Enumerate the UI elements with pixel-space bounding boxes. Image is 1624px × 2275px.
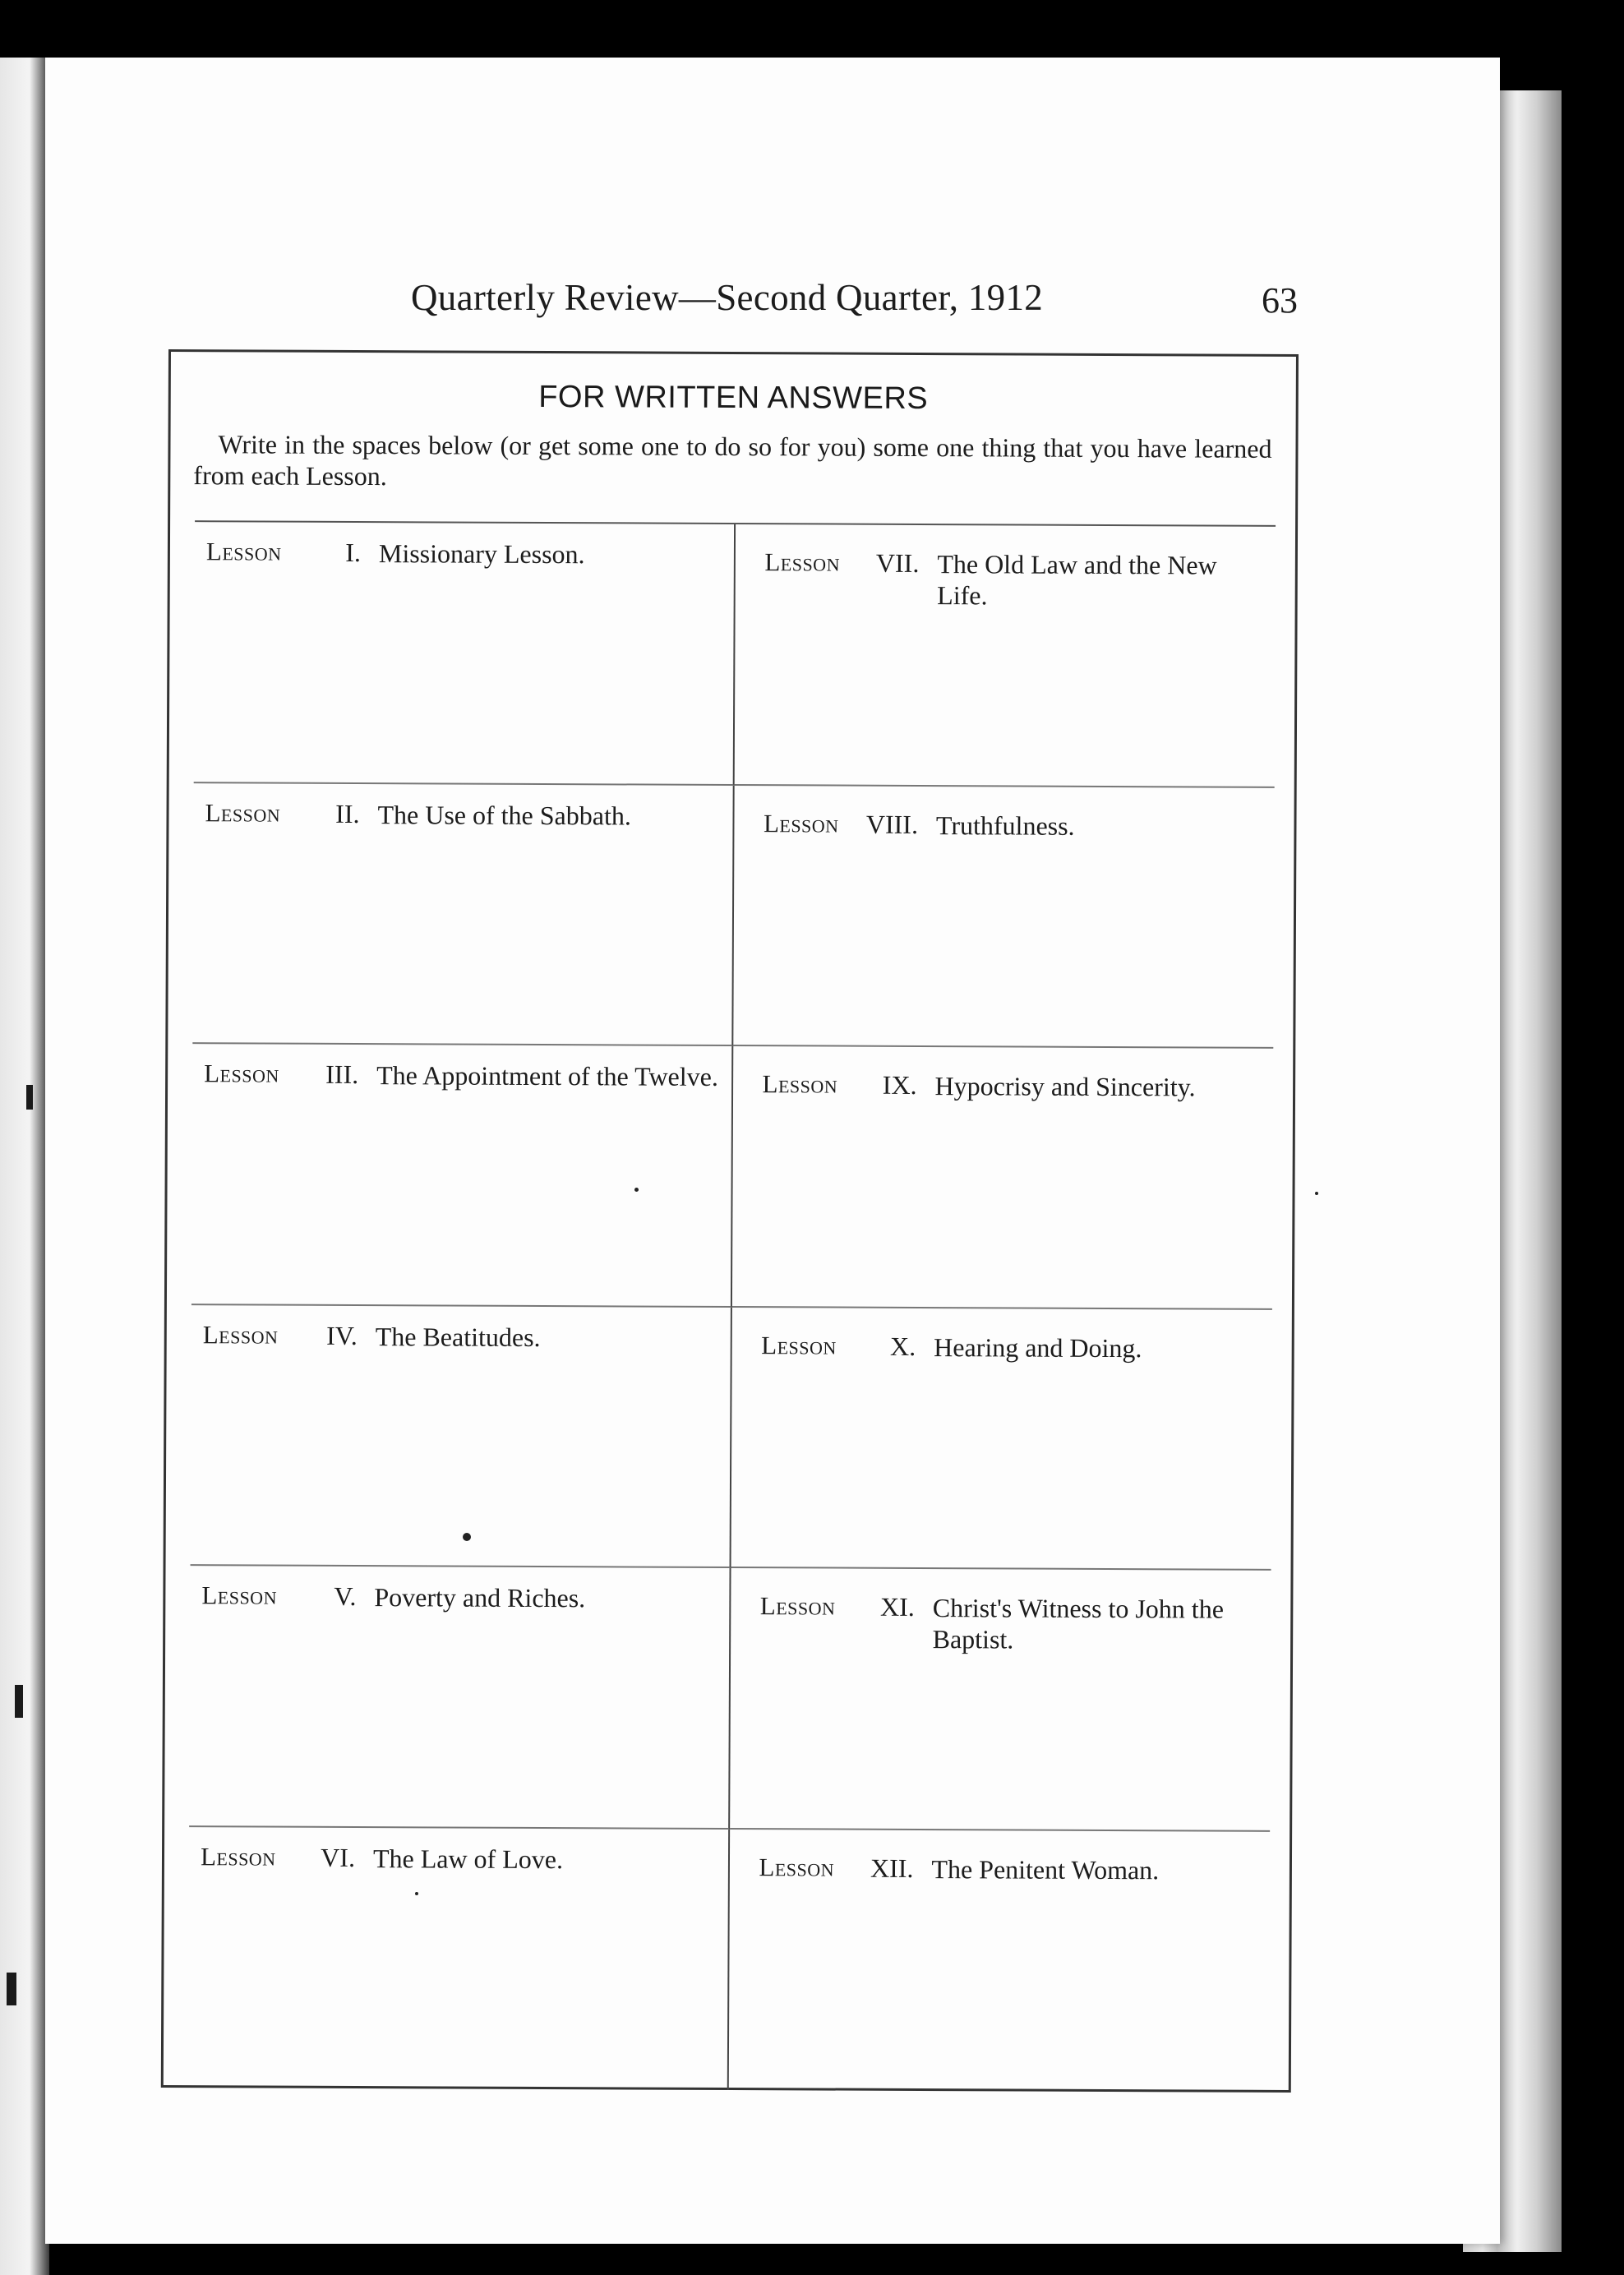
lesson-cell[interactable] (731, 1046, 1273, 1309)
lesson-cell[interactable] (728, 1829, 1270, 2092)
lesson-title: Hearing and Doing. (934, 1331, 1142, 1363)
lesson-cell[interactable] (731, 1308, 1272, 1571)
lesson-word: Lesson (761, 1330, 837, 1360)
ink-speck (634, 1188, 639, 1192)
lesson-title: The Beatitudes. (375, 1321, 541, 1352)
lesson-word: Lesson (200, 1841, 276, 1871)
lesson-cell[interactable] (730, 1568, 1271, 1831)
lesson-label (201, 1581, 717, 1614)
lesson-title: The Law of Love. (372, 1843, 564, 1874)
lesson-number: XII. (870, 1853, 914, 1883)
lesson-label (206, 537, 722, 570)
lesson-cell[interactable] (191, 1044, 733, 1307)
lesson-title: Poverty and Riches. (374, 1582, 586, 1613)
lesson-label (759, 1853, 1258, 1886)
ink-speck (1315, 1192, 1318, 1195)
answer-form-frame (161, 349, 1299, 2093)
lesson-label (201, 1842, 717, 1876)
lesson-word: Lesson (205, 537, 282, 566)
lesson-title: Truthfulness. (935, 810, 1075, 841)
binding-mark (26, 1085, 33, 1110)
lesson-number: X. (890, 1331, 916, 1361)
lesson-word: Lesson (763, 808, 839, 838)
lesson-word: Lesson (205, 797, 281, 828)
lesson-word: Lesson (764, 547, 841, 577)
lesson-title: Christ's Witness to John the Baptist. (932, 1593, 1225, 1654)
lesson-label (761, 1331, 1261, 1364)
lesson-cell[interactable] (194, 522, 736, 785)
lesson-grid (188, 520, 1276, 2093)
lesson-number: IX. (882, 1069, 917, 1100)
running-title: Quarterly Review—Second Quarter, 1912 (411, 277, 1044, 318)
lesson-number: XI. (879, 1591, 915, 1622)
lesson-title: The Penitent Woman. (931, 1853, 1160, 1885)
lesson-label (764, 547, 1264, 612)
lesson-label (763, 1069, 1262, 1103)
lesson-word: Lesson (201, 1581, 278, 1610)
lesson-cell[interactable] (189, 1566, 731, 1829)
lesson-word: Lesson (759, 1591, 836, 1621)
lesson-label (760, 1591, 1260, 1656)
lesson-title: Missionary Lesson. (378, 538, 585, 570)
lesson-word: Lesson (759, 1852, 835, 1882)
lesson-cell[interactable] (191, 1305, 732, 1568)
lesson-label (203, 1320, 719, 1354)
form-instructions: Write in the spaces below (or get some one to do so for you) some one thing that you have learned from each Lesson. (193, 429, 1272, 491)
lesson-number: VII. (875, 547, 920, 578)
binding-mark (7, 1973, 16, 2005)
lesson-cell[interactable] (733, 786, 1275, 1049)
lesson-label (764, 809, 1263, 842)
binding-mark (15, 1685, 23, 1718)
form-heading: FOR WRITTEN ANSWERS (538, 379, 929, 417)
lesson-number: I. (345, 537, 362, 568)
lesson-title: The Appointment of the Twelve. (376, 1060, 718, 1091)
lesson-word: Lesson (204, 1059, 279, 1088)
lesson-number: V. (334, 1581, 357, 1612)
lesson-cell[interactable] (192, 783, 734, 1046)
lesson-number: IV. (326, 1320, 358, 1350)
lesson-number: II. (335, 798, 360, 828)
lesson-label (205, 798, 721, 832)
running-head (0, 271, 1624, 337)
ink-speck (415, 1892, 418, 1895)
lesson-number: III. (325, 1059, 359, 1090)
lesson-word: Lesson (762, 1069, 838, 1099)
lesson-cell[interactable] (734, 524, 1276, 787)
lesson-title: The Old Law and the New Life. (937, 549, 1217, 611)
lesson-title: Hypocrisy and Sincerity. (934, 1071, 1196, 1102)
lesson-number: VI. (321, 1842, 356, 1872)
lesson-number: VIII. (865, 809, 919, 839)
lesson-label (204, 1059, 720, 1092)
page-number: 63 (1262, 280, 1298, 321)
lesson-title: The Use of the Sabbath. (377, 799, 631, 830)
lesson-cell[interactable] (188, 1827, 730, 2090)
facing-page-edge (0, 58, 49, 2275)
lesson-word: Lesson (202, 1319, 279, 1350)
ink-speck (463, 1533, 471, 1541)
